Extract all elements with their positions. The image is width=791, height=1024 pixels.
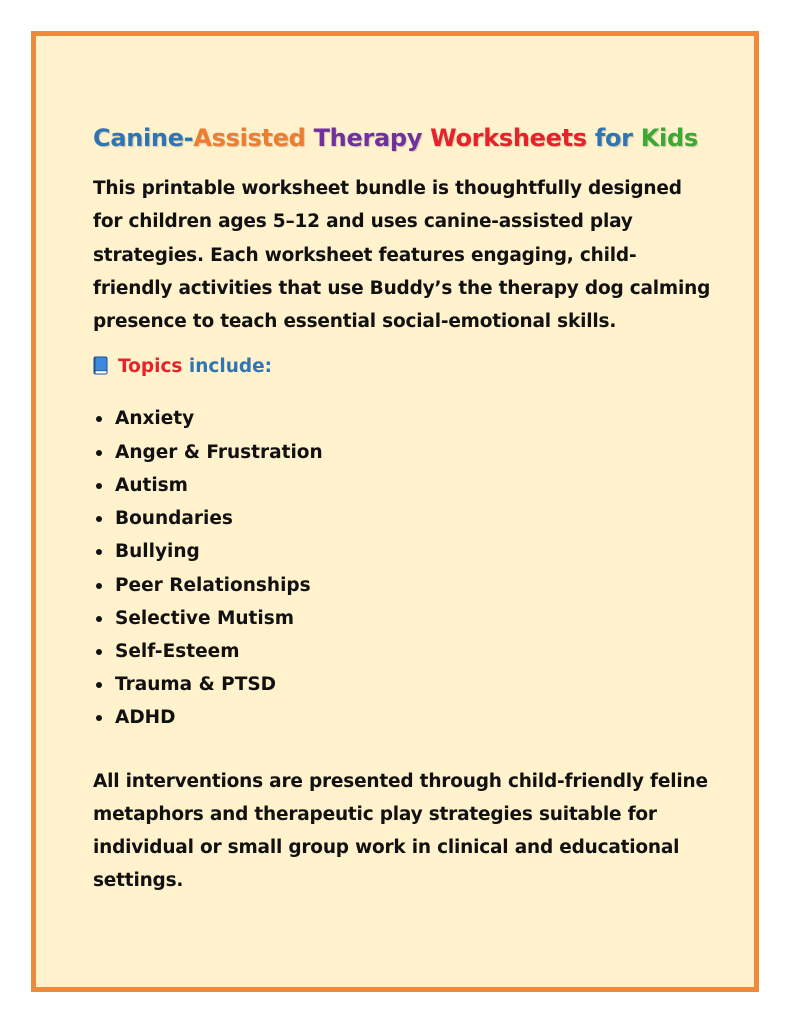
topics-list [93,402,713,734]
page-content [93,122,713,898]
worksheet-page [31,31,759,992]
title-word-for: for [594,124,641,152]
topic-item-bullying: Bullying [93,535,713,568]
book-icon [93,355,108,374]
title-word-canine: Canine- [93,124,194,152]
topic-item-self-esteem: Self-Esteem [93,635,713,668]
title-word-assisted: Assisted [193,124,314,152]
topic-item-selective-mutism: Selective Mutism [93,602,713,635]
topic-item-anger-frustration: Anger & Frustration [93,436,713,469]
topics-heading-word-1: Topics [118,356,183,378]
topic-item-adhd: ADHD [93,701,713,734]
topic-item-autism: Autism [93,469,713,502]
topic-item-anxiety: Anxiety [93,402,713,435]
title-word-kids: Kids [640,124,698,152]
topic-item-boundaries: Boundaries [93,502,713,535]
topics-heading-word-2: include: [188,356,273,378]
title-word-therapy: Therapy [313,124,431,152]
topic-item-trauma-ptsd: Trauma & PTSD [93,668,713,701]
topics-heading [93,352,713,382]
intro-paragraph: This printable worksheet bundle is thoughtfully designed for children ages 5–12 and uses canine-assisted play strategies. Each worksheet features engaging, child-friendly activities that use Buddy’s the therapy dog calming presence to teach essential social-emotional skills. [93,178,711,333]
title-word-worksheets: Worksheets [430,124,595,152]
topic-item-peer-relationships: Peer Relationships [93,569,713,602]
page-title [93,122,713,154]
outro-paragraph: All interventions are presented through child-friendly feline metaphors and therapeutic play strategies suitable for individual or small group work in clinical and educational settings. [93,770,708,892]
